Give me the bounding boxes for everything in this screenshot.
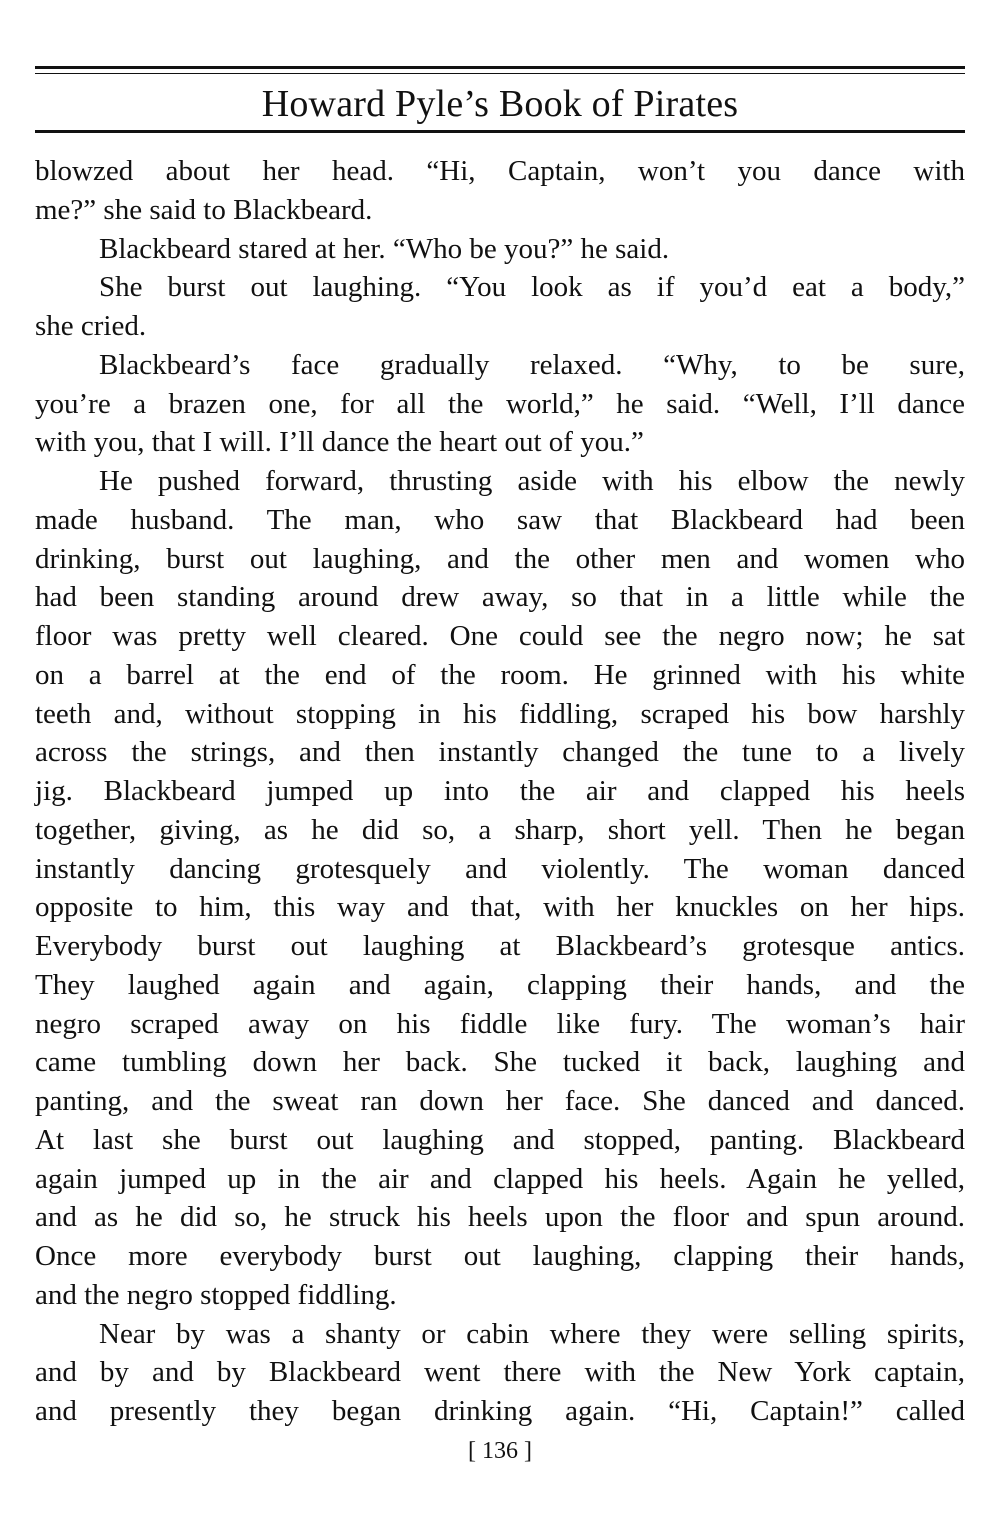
text-line: He pushed forward, thrusting aside with his elbow the newly xyxy=(99,465,965,497)
header-rule-bottom xyxy=(35,130,965,133)
text-line: negro scraped away on his fiddle like fury. The woman’s hair xyxy=(35,1007,965,1040)
text-line: me?” she said to Blackbeard. xyxy=(35,193,373,226)
text-line: Everybody burst out laughing at Blackbeard’s grotesque antics. xyxy=(35,930,965,962)
text-line: drinking, burst out laughing, and the other men and women who xyxy=(35,542,965,575)
text-line: jig. Blackbeard jumped up into the air and clapped his heels xyxy=(35,775,965,807)
text-line: across the strings, and then instantly changed the tune to a lively xyxy=(35,736,965,769)
text-line: Near by was a shanty or cabin where they were selling spirits, xyxy=(99,1317,965,1350)
text-line: teeth and, without stopping in his fiddling, scraped his bow harshly xyxy=(35,697,965,730)
text-line: She burst out laughing. “You look as if you’d eat a body,” xyxy=(99,271,965,304)
text-line: floor was pretty well cleared. One could see the negro now; he sat xyxy=(35,620,965,652)
text-line: and by and by Blackbeard went there with the New York captain, xyxy=(35,1356,965,1389)
text-line: Blackbeard’s face gradually relaxed. “Why, to be sure, xyxy=(99,348,965,381)
text-line: came tumbling down her back. She tucked it back, laughing and xyxy=(35,1046,965,1079)
text-line: and as he did so, he struck his heels upon the floor and spun around. xyxy=(35,1201,965,1234)
text-line: again jumped up in the air and clapped his heels. Again he yelled, xyxy=(35,1162,965,1195)
text-line: They laughed again and again, clapping their hands, and the xyxy=(35,968,965,1001)
text-line: together, giving, as he did so, a sharp, short yell. Then he began xyxy=(35,813,965,846)
text-line: instantly dancing grotesquely and violently. The woman danced xyxy=(35,852,965,885)
text-line: you’re a brazen one, for all the world,” he said. “Well, I’ll dance xyxy=(35,387,965,420)
text-line: At last she burst out laughing and stopped, panting. Blackbeard xyxy=(35,1123,965,1156)
header-rule-thick xyxy=(35,66,965,69)
text-line: blowzed about her head. “Hi, Captain, won’t you dance with xyxy=(35,155,965,187)
text-line: made husband. The man, who saw that Blackbeard had been xyxy=(35,503,965,536)
text-line: Blackbeard stared at her. “Who be you?” he said. xyxy=(99,232,670,265)
body-text xyxy=(35,152,965,1431)
text-line: on a barrel at the end of the room. He grinned with his white xyxy=(35,658,965,691)
text-line: had been standing around drew away, so that in a little while the xyxy=(35,581,965,614)
text-line: panting, and the sweat ran down her face. She danced and danced. xyxy=(35,1085,965,1117)
page-number: [ 136 ] xyxy=(468,1438,532,1464)
text-line: Once more everybody burst out laughing, clapping their hands, xyxy=(35,1240,965,1272)
text-line: and the negro stopped fiddling. xyxy=(35,1278,397,1311)
text-line: she cried. xyxy=(35,310,147,342)
header-rule-thin xyxy=(35,73,965,74)
running-title: Howard Pyle’s Book of Pirates xyxy=(261,83,739,125)
text-line: and presently they began drinking again. “Hi, Captain!” called xyxy=(35,1395,965,1427)
text-line: opposite to him, this way and that, with her knuckles on her hips. xyxy=(35,891,965,924)
text-line: with you, that I will. I’ll dance the heart out of you.” xyxy=(35,426,644,459)
